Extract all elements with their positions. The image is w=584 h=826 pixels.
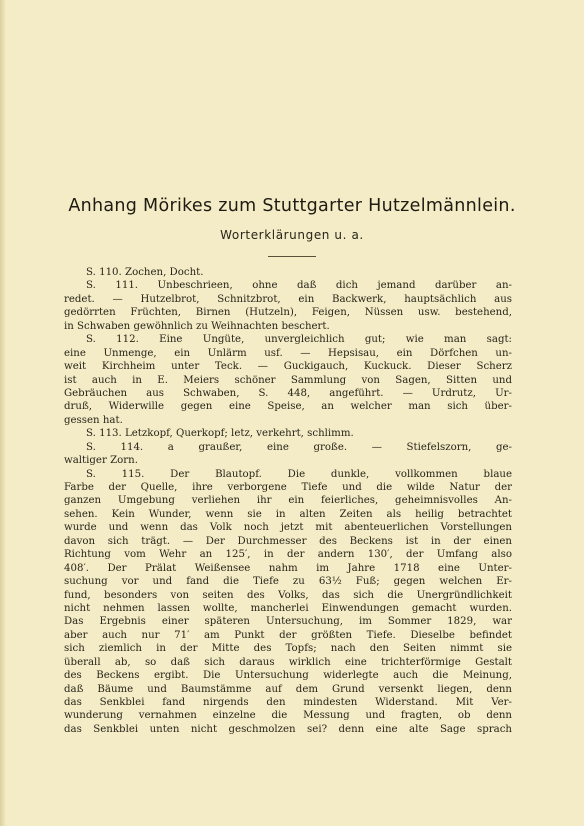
page-binding-edge [0, 0, 6, 826]
text-line: ist auch in E. Meiers schöner Sammlung von Sagen, Sitten und [64, 374, 512, 386]
text-line: sich ziemlich in der Mitte des Topfs; nach den Seiten nimmt sie [64, 643, 512, 655]
text-line: wurde und wenn das Volk noch jetzt mit abenteuerlichen Vorstellungen [64, 522, 512, 534]
text-line: sehen. Kein Wunder, wenn sie in alten Zeiten als heilig betrachtet [64, 508, 512, 520]
text-line: fund, besonders von seiten des Volks, das sich die Unergründlichkeit [64, 589, 512, 601]
text-line: waltiger Zorn. [64, 455, 138, 467]
text-line: des Beckens ergibt. Die Untersuchung widerlegte auch die Meinung, [64, 670, 512, 682]
text-line: das Senkblei fand nirgends den mindesten Widerstand. Mit Ver- [64, 697, 512, 708]
text-line: eine Unmenge, ein Unlärm usf. — Hepsisau, ein Dörfchen un- [64, 347, 512, 359]
text-line: S. 113. Letzkopf, Querkopf; letz, verkehrt, schlimm. [86, 428, 354, 440]
title-divider [268, 256, 316, 257]
text-line: redet. — Hutzelbrot, Schnitzbrot, ein Backwerk, hauptsächlich aus [64, 293, 512, 305]
text-line: Das Ergebnis einer späteren Untersuchung, im Sommer 1829, war [64, 616, 512, 628]
text-line: daß Bäume und Baumstämme auf dem Grund versenkt liegen, denn [64, 683, 512, 695]
text-line: gessen hat. [64, 414, 123, 426]
text-line: davon sich trägt. — Der Durchmesser des Beckens ist in der einen [64, 535, 512, 547]
text-line: Richtung vom Wehr an 125′, in der andern 130′, der Umfang also [64, 549, 512, 561]
text-line: S. 112. Eine Ungüte, unvergleichlich gut; wie man sagt: [86, 334, 512, 346]
text-line: Farbe der Quelle, ihre verborgene Tiefe und die wilde Natur der [64, 482, 512, 493]
text-line: ganzen Umgebung verliehen ihr ein feierliches, geheimnisvolles An- [64, 495, 512, 507]
page-title: Anhang Mörikes zum Stuttgarter Hutzelmännlein. [68, 196, 516, 216]
text-line: wunderung vernahmen einzelne die Messung und fragten, ob denn [64, 710, 512, 722]
text-line: überall ab, so daß sich daraus wirklich eine trichterförmige Gestalt [64, 656, 512, 668]
text-line: druß, Widerwille gegen eine Speise, an welcher man sich über- [64, 401, 512, 413]
text-line: S. 111. Unbeschrieen, ohne daß dich jemand darüber an- [86, 280, 512, 292]
text-line: S. 110. Zochen, Docht. [86, 267, 204, 278]
text-line: das Senkblei unten nicht geschmolzen sei? denn eine alte Sage sprach [64, 723, 512, 735]
text-line: suchung vor und fand die Tiefe zu 63½ Fuß; gegen welchen Er- [64, 576, 512, 588]
text-line: S. 114. a graußer, eine große. — Stiefelszorn, ge- [86, 441, 512, 453]
text-line: weit Kirchheim unter Teck. — Guckigauch, Kuckuck. Dieser Scherz [64, 361, 512, 373]
text-line: aber auch nur 71′ am Punkt der größten Tiefe. Dieselbe befindet [64, 629, 512, 641]
text-line: in Schwaben gewöhnlich zu Weihnachten beschert. [64, 320, 330, 332]
text-line: gedörrten Früchten, Birnen (Hutzeln), Feigen, Nüssen usw. bestehend, [64, 307, 512, 319]
page-subtitle: Worterklärungen u. a. [220, 228, 364, 242]
text-line: nicht nehmen lassen wollte, mancherlei Einwendungen gemacht wurden. [64, 602, 512, 614]
text-line: 408′. Der Prälat Weißensee nahm im Jahre 1718 eine Unter- [64, 562, 512, 574]
text-line: S. 115. Der Blautopf. Die dunkle, vollkommen blaue [86, 468, 512, 480]
body-text [64, 266, 512, 736]
text-line: Gebräuchen aus Schwaben, S. 448, angeführt. — Urdrutz, Ur- [64, 387, 512, 399]
